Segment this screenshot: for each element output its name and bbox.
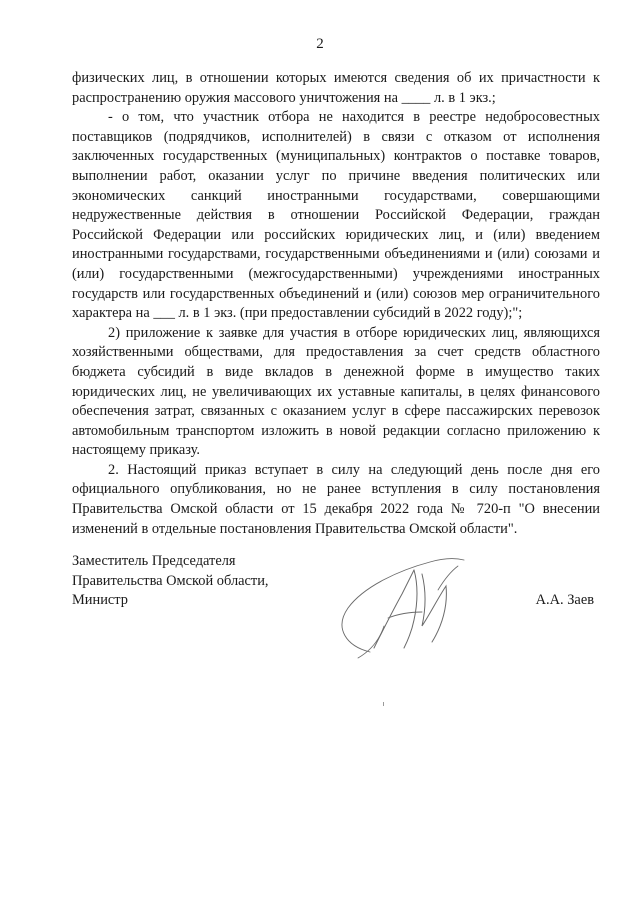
paragraph-sanctions-clause: - о том, что участник отбора не находится в реестре недобросовестных поставщиков (подрядчиков, исполнителей) в связи с отказом от исполнения заключенных государственных (муниципальных) контрактов о поставке товаров, выполнении работ, оказании услуг по причине введения политических или экономических санкций иностранными государствами, совершающими недружественные действия в отношении Российской Федерации, граждан Российской Федерации или российских юридических лиц, и (или) введением иностранными государствами, государственными объединениями и (или) союзами и (или) государственными (межгосударственными) учреждениями иностранных государств или государственных объединений и (или) союзов мер ограничительного характера на ___ л. в 1 экз. (при предоставлении субсидий в 2022 году);"; — [72, 109, 600, 322]
scan-mark — [383, 702, 384, 706]
handwritten-signature — [318, 550, 478, 666]
paragraph-entry-into-force: 2. Настоящий приказ вступает в силу на следующий день после дня его официального опубликования, но не ранее вступления в силу постановления Правительства Омской области от 15 декабря 2022 года № 720-п "О внесении изменений в отдельные постановления Правительства Омской области". — [72, 461, 600, 537]
signer-position-line: Правительства Омской области, — [72, 572, 269, 589]
signer-position-line: Заместитель Председателя — [72, 553, 236, 569]
paragraph-continuation: физических лиц, в отношении которых имеются сведения об их причастности к распространению оружия массового уничтожения на ____ л. в 1 экз.; — [72, 70, 600, 106]
signer-position-line: Министр — [72, 592, 128, 609]
document-body — [72, 69, 600, 539]
page-number: 2 — [316, 36, 324, 52]
signer-name: А.А. Заев — [535, 592, 594, 608]
signer-position — [72, 552, 332, 611]
paragraph-application-annex: 2) приложение к заявке для участия в отборе юридических лиц, являющихся хозяйственными обществами, для предоставления за счет средств областного бюджета субсидий в виде вкладов в денежной форме в имущество таких юридических лиц, не увеличивающих их уставные капиталы, в целях финансового обеспечения затрат, связанных с оказанием услуг в сфере пассажирских перевозок автомобильным транспортом изложить в новой редакции согласно приложению к настоящему приказу. — [72, 324, 600, 459]
